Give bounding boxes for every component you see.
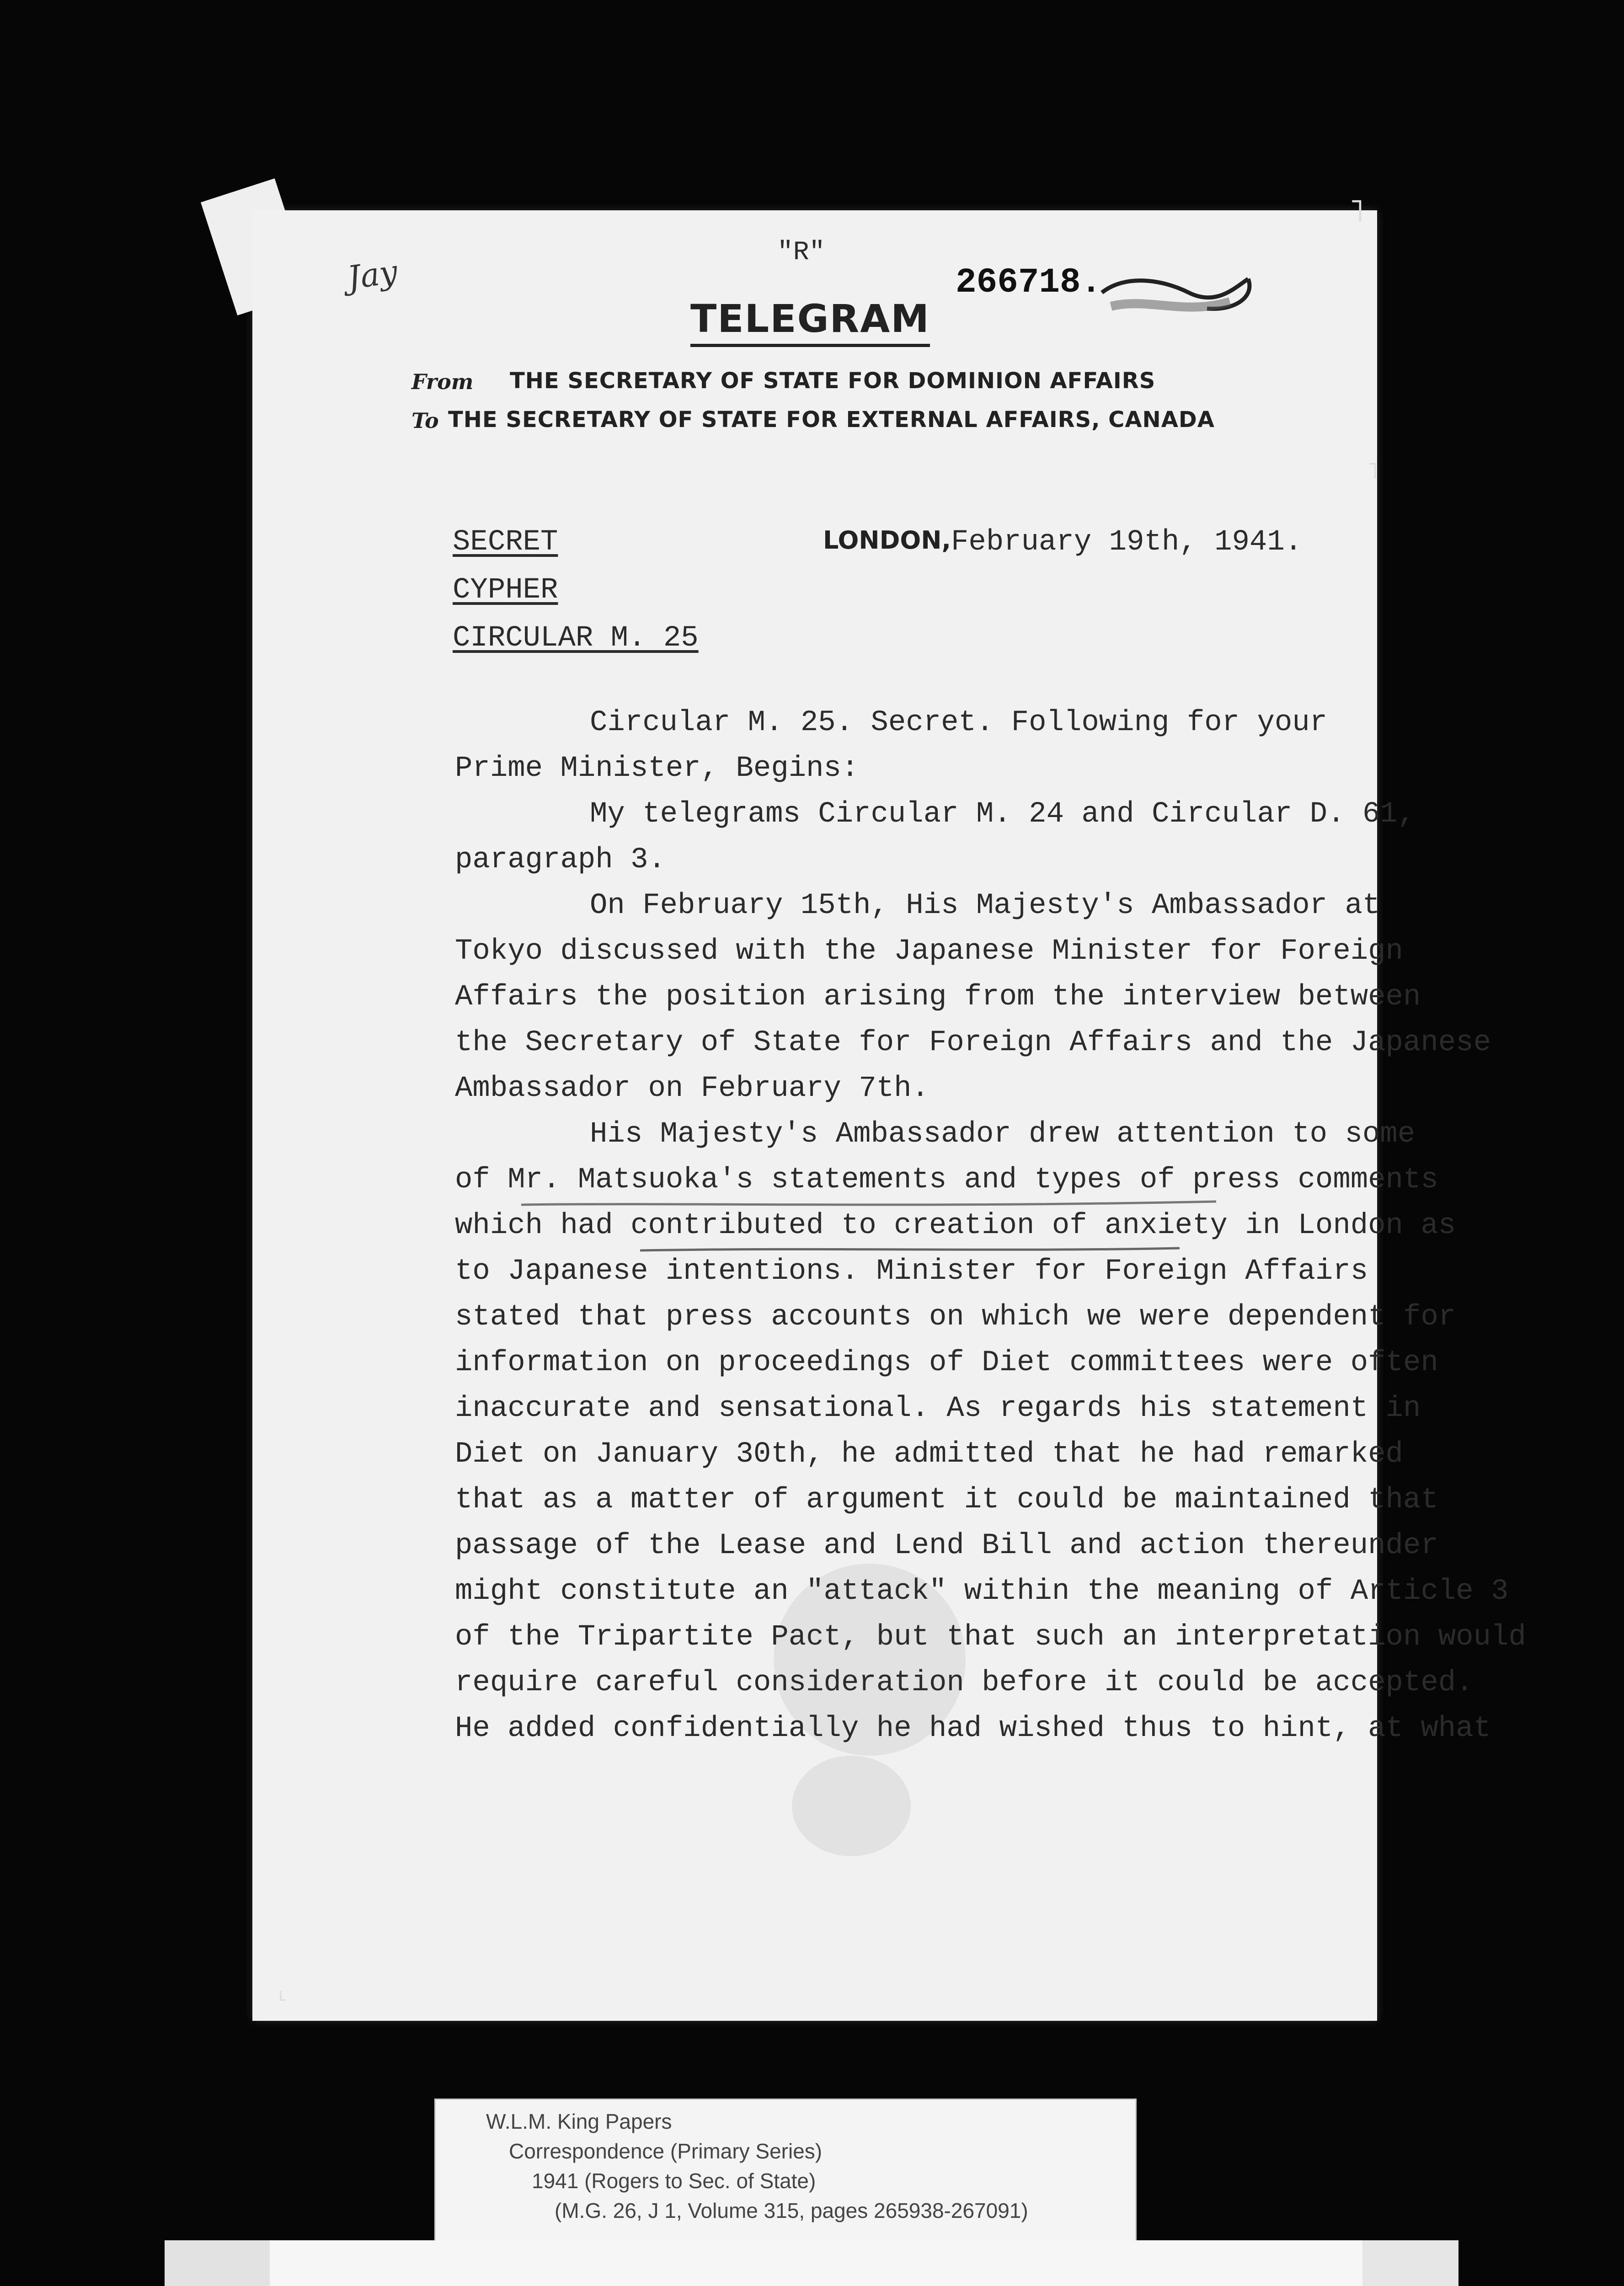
telegram-title: TELEGRAM — [690, 296, 930, 347]
ref-collection: W.L.M. King Papers — [486, 2110, 672, 2133]
to-text: THE SECRETARY OF STATE FOR EXTERNAL AFFAIRS, CANADA — [448, 407, 1215, 433]
classification-cypher: CYPHER — [453, 574, 558, 607]
body-line: Prime Minister, Begins: — [455, 752, 859, 785]
body-line: might constitute an "attack" within the meaning of Article 3 — [455, 1575, 1509, 1608]
body-line: stated that press accounts on which we were dependent for — [455, 1301, 1456, 1334]
body-line: the Secretary of State for Foreign Affairs and the Japanese — [455, 1026, 1491, 1059]
from-text: THE SECRETARY OF STATE FOR DOMINION AFFAIRS — [510, 368, 1156, 394]
archive-card-edge-right — [1362, 2240, 1458, 2286]
ref-year: 1941 (Rogers to Sec. of State) — [532, 2169, 816, 2193]
classification-secret: SECRET — [453, 526, 558, 559]
body-line: He added confidentially he had wished thus to hint, at what — [455, 1712, 1491, 1745]
ref-series: Correspondence (Primary Series) — [509, 2139, 823, 2163]
archive-card — [165, 2240, 1458, 2286]
body-line: Ambassador on February 7th. — [455, 1072, 929, 1105]
body-line: which had contributed to creation of anxiety in London as — [455, 1209, 1456, 1242]
date: February 19th, 1941. — [951, 526, 1303, 559]
body-line: Circular M. 25. Secret. Following for your — [590, 706, 1328, 739]
archive-card-edge-left — [165, 2240, 270, 2286]
body-line: require careful consideration before it could be accepted. — [455, 1666, 1474, 1699]
body-line: His Majesty's Ambassador drew attention to some — [590, 1118, 1416, 1151]
classification-circular: CIRCULAR M. 25 — [453, 622, 699, 655]
document-number: 266718. — [956, 263, 1102, 302]
telegram-page — [252, 210, 1377, 2021]
body-line: of Mr. Matsuoka's statements and types of press comments — [455, 1164, 1438, 1196]
place: LONDON, — [823, 526, 951, 555]
body-line: My telegrams Circular M. 24 and Circular D. 61, — [590, 798, 1416, 831]
paper-stain — [792, 1756, 911, 1856]
handwritten-initial: Jay — [345, 252, 400, 297]
ref-volume: (M.G. 26, J 1, Volume 315, pages 265938-267091) — [555, 2199, 1028, 2222]
from-label: From — [411, 369, 474, 394]
body-line: passage of the Lease and Lend Bill and action thereunder — [455, 1529, 1438, 1562]
body-line: inaccurate and sensational. As regards his statement in — [455, 1392, 1421, 1425]
body-line: of the Tripartite Pact, but that such an interpretation would — [455, 1621, 1526, 1654]
telegram-code: "R" — [777, 238, 825, 267]
body-line: On February 15th, His Majesty's Ambassador at — [590, 889, 1380, 922]
corner-mark-right: ˥ — [1367, 457, 1378, 484]
pencil-underlines — [503, 1198, 1280, 1289]
corner-mark-top-right: ˥ — [1349, 192, 1365, 230]
body-line: paragraph 3. — [455, 844, 666, 876]
body-line: Diet on January 30th, he admitted that he had remarked — [455, 1438, 1403, 1471]
to-label: To — [411, 408, 439, 433]
body-line: to Japanese intentions. Minister for Foreign Affairs — [455, 1255, 1368, 1288]
body-line: Tokyo discussed with the Japanese Minister for Foreign — [455, 935, 1403, 968]
corner-mark-bottom-left: ˪ — [279, 1980, 287, 2006]
body-line: information on proceedings of Diet committees were often — [455, 1346, 1438, 1379]
body-line: that as a matter of argument it could be maintained that — [455, 1484, 1438, 1517]
stamp-scribble — [1097, 261, 1257, 329]
body-line: Affairs the position arising from the interview between — [455, 981, 1421, 1014]
